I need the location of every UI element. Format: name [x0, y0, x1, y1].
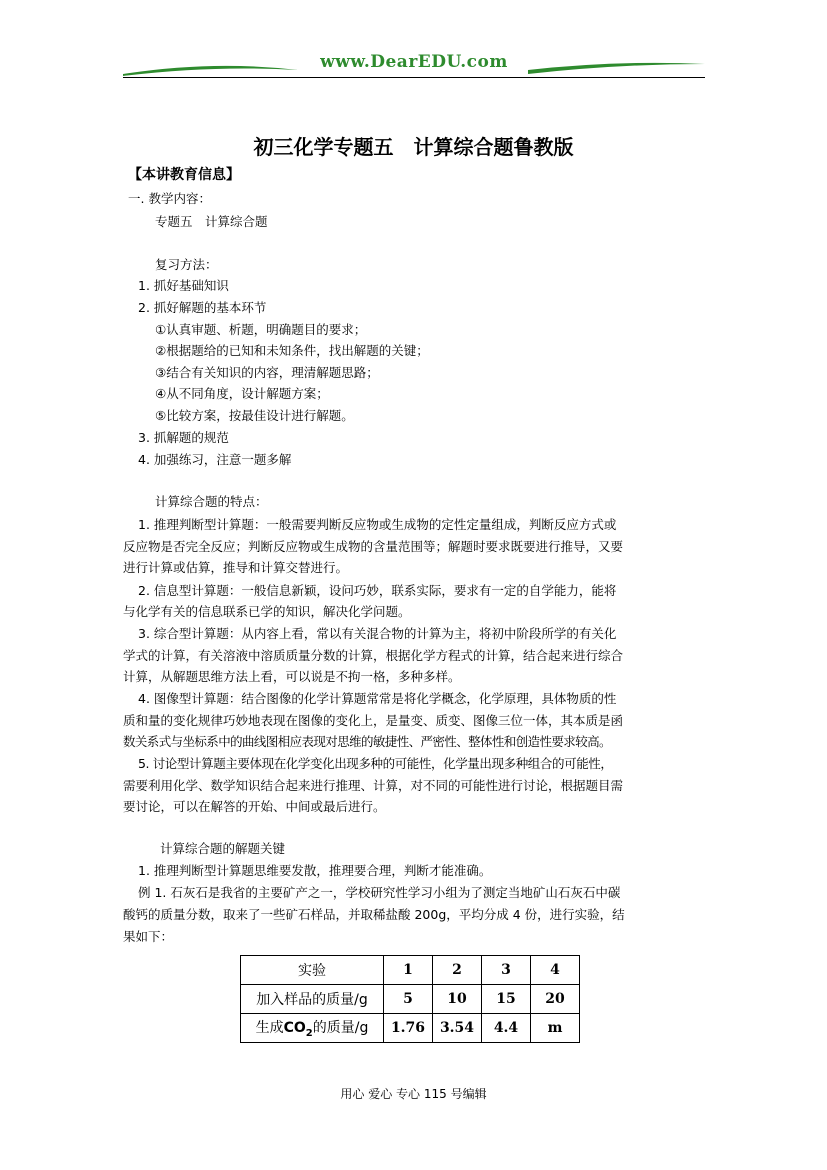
label-suffix: 的质量/g [312, 1020, 369, 1037]
page-header [123, 52, 705, 82]
text-line: 学式的计算，有关溶液中溶质质量分数的计算，根据化学方程式的计算，结合起来进行综合 [123, 648, 624, 663]
right-swoosh-icon [528, 56, 705, 78]
label-prefix: 生成 [255, 1020, 284, 1037]
text-line: 计算，从解题思维方法上看，可以说是不拘一格，多种多样。 [123, 669, 461, 684]
table-header-cell: 3 [482, 956, 531, 985]
text-line: 1. 推理判断型计算题：一般需要判断反应物或生成物的定性定量组成，判断反应方式或 [138, 517, 617, 532]
text-line: 果如下： [123, 929, 174, 944]
site-logo: www.DearEDU.com [320, 52, 508, 72]
text-line: ④从不同角度，设计解题方案； [155, 386, 329, 401]
text-line: 一. 教学内容： [128, 191, 211, 206]
header-rule [123, 77, 705, 78]
table-cell: 3.54 [433, 1014, 482, 1043]
table-header-cell: 4 [531, 956, 580, 985]
text-line: 计算综合题的解题关键 [160, 841, 286, 856]
text-line: 需要利用化学、数学知识结合起来进行推理、计算，对不同的可能性进行讨论，根据题目需 [123, 778, 624, 793]
text-line: 4. 图像型计算题：结合图像的化学计算题常常是将化学概念，化学原理，具体物质的性 [138, 691, 617, 706]
table-row [241, 1014, 580, 1043]
text-line: 3. 综合型计算题：从内容上看，常以有关混合物的计算为主，将初中阶段所学的有关化 [138, 626, 617, 641]
table-cell: 20 [531, 985, 580, 1014]
document-title: 初三化学专题五 计算综合题鲁教版 [253, 135, 574, 159]
table-header-cell: 2 [433, 956, 482, 985]
text-line: 3. 抓解题的规范 [138, 430, 229, 445]
section-heading: 【本讲教育信息】 [128, 167, 240, 183]
table-header-cell: 1 [384, 956, 433, 985]
text-line: 1. 抓好基础知识 [138, 278, 229, 293]
text-line: 反应物是否完全反应；判断反应物或生成物的含量范围等；解题时要求既要进行推导，又要 [123, 539, 624, 554]
text-line: 2. 信息型计算题：一般信息新颖，设问巧妙，联系实际，要求有一定的自学能力，能将 [138, 583, 617, 598]
text-line: 与化学有关的信息联系已学的知识，解决化学问题。 [123, 604, 411, 619]
table-cell: 1.76 [384, 1014, 433, 1043]
text-line: 例 1. 石灰石是我省的主要矿产之一，学校研究性学习小组为了测定当地矿山石灰石中碳 [138, 885, 621, 900]
formula-co: CO [283, 1020, 306, 1037]
text-line: 进行计算或估算，推导和计算交替进行。 [123, 560, 349, 575]
results-table [240, 955, 580, 1043]
text-line: ⑤比较方案，按最佳设计进行解题。 [155, 408, 354, 423]
table-row-label [241, 1014, 384, 1043]
text-line: ②根据题给的已知和未知条件，找出解题的关键； [155, 343, 429, 358]
text-line: 1. 推理判断型计算题思维要发散，推理要合理，判断才能准确。 [138, 863, 492, 878]
table-cell: 10 [433, 985, 482, 1014]
text-line: 5. 讨论型计算题主要体现在化学变化出现多种的可能性，化学量出现多种组合的可能性， [138, 756, 613, 771]
table-cell: 15 [482, 985, 531, 1014]
text-line: ①认真审题、析题，明确题目的要求； [155, 322, 367, 337]
table-cell: 4.4 [482, 1014, 531, 1043]
text-line: 2. 抓好解题的基本环节 [138, 300, 267, 315]
text-line: 复习方法： [155, 257, 218, 272]
text-line: 质和量的变化规律巧妙地表现在图像的变化上，是量变、质变、图像三位一体，其本质是函 [123, 713, 624, 728]
text-line: 酸钙的质量分数，取来了一些矿石样品，并取稀盐酸 200g，平均分成 4 份，进行实验，结 [123, 907, 625, 922]
table-row [241, 956, 580, 985]
formula-subscript: 2 [305, 1027, 313, 1039]
text-line: 要讨论，可以在解答的开始、中间或最后进行。 [123, 799, 386, 814]
table-cell: 5 [384, 985, 433, 1014]
text-line: ③结合有关知识的内容，理清解题思路； [155, 365, 379, 380]
text-line: 计算综合题的特点： [155, 494, 268, 509]
text-line: 专题五 计算综合题 [155, 214, 268, 229]
text-line: 4. 加强练习，注意一题多解 [138, 452, 292, 467]
table-row [241, 985, 580, 1014]
text-line: 数关系式与坐标系中的曲线图相应表现对思维的敏捷性、严密性、整体性和创造性要求较高。 [123, 734, 611, 749]
table-header-cell: 实验 [241, 956, 384, 985]
table-cell: m [531, 1014, 580, 1043]
page-footer: 用心 爱心 专心 115 号编辑 [340, 1087, 487, 1101]
table-row-label: 加入样品的质量/g [241, 985, 384, 1014]
